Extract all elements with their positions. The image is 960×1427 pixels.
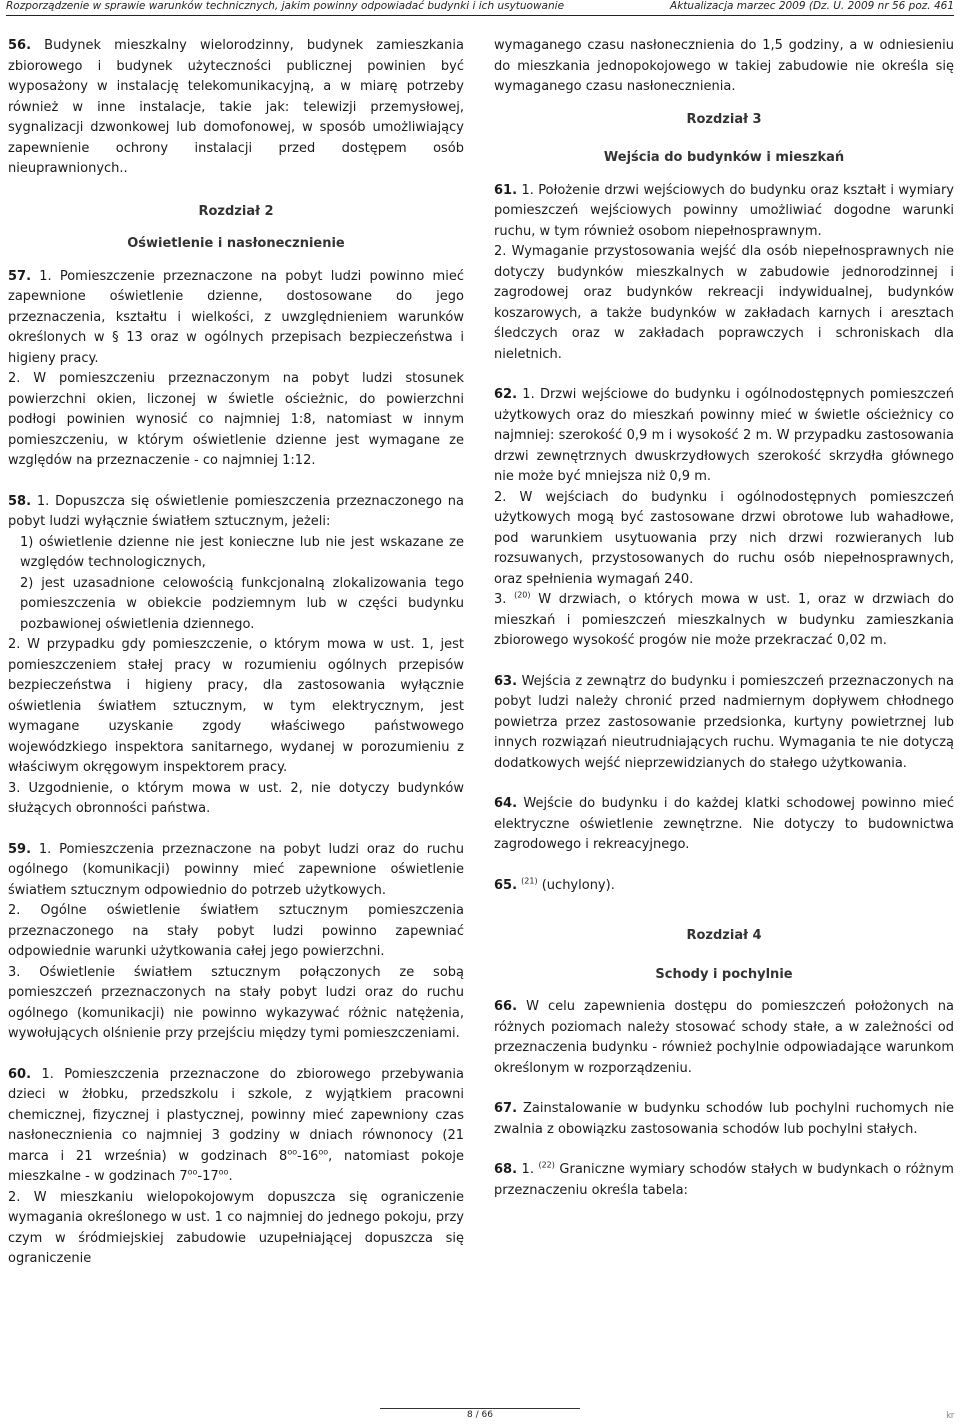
paragraph-57-1 [8,267,464,370]
paragraph-text: 1. Pomieszczenia przeznaczone na pobyt ludzi oraz do ruchu ogólnego (komunikacji) powinny mieć zapewnione oświetlenie światłem sztucznym odpowiednio do potrzeb użytkowych. [8,841,464,898]
paragraph-60-1 [8,1065,464,1188]
spacer [494,856,954,876]
paragraph-text: W celu zapewnienia dostępu do pomieszczeń położonych na różnych poziomach należy stosować schody stałe, a w zależności od przeznaczenia budynku - również pochylnie odpowiadające warunkom określonym w rozporządzeniu. [494,999,954,1076]
spacer [8,1045,464,1065]
superscript: oo [187,1167,198,1177]
paragraph-68 [494,1160,954,1201]
spacer [494,652,954,672]
paragraph-63 [494,672,954,775]
paragraph-number: 59. [8,841,32,857]
paragraph-67 [494,1099,954,1140]
paragraph-59-2: 2. Ogólne oświetlenie światłem sztucznym pomieszczenia przeznaczonego na stały pobyt ludzi powinno zapewniać odpowiednie warunki użytkowania całej jego powierzchni. [8,903,464,959]
paragraph-number: 61. [494,182,518,198]
header-update-info: Aktualizacja marzec 2009 (Dz. U. 2009 nr 56 poz. 461 [670,0,954,12]
paragraph-text: (uchylony). [541,877,615,893]
superscript: oo [287,1147,298,1157]
paragraph-58-2: 2. W przypadku gdy pomieszczenie, o którym mowa w ust. 1, jest pomieszczeniem stałej pracy w rozumieniu ogólnych przepisów bezpieczeństwa i higieny pracy, dla zastosowania wyłącznie oświetlenia światłem sztucznym, w tym elektrycznym, jest wymagane uzyskanie zgody właściwego państwowego wojewódzkiego inspektora sanitarnego, wydanej w porozumieniu z właściwym okręgowym inspektorem pracy. [8,637,464,775]
spacer [494,1140,954,1160]
superscript: oo [318,1147,329,1157]
paragraph-number: 68. [494,1162,518,1177]
paragraph-text: 1. [521,1162,534,1177]
paragraph-56 [8,36,464,180]
chapter-2-title: Oświetlenie i nasłonecznienie [127,236,345,251]
paragraph-text: 1. Pomieszczenie przeznaczone na pobyt ludzi powinno mieć zapewnione oświetlenie dzienne, dostosowane do jego przeznaczenia, kształtu i wielkości, z uwzględnieniem warunków określonych w § 13 oraz w ogólnych przepisach bezpieczeństwa i higieny pracy. [8,268,464,366]
page-number: 8 / 66 [467,1410,493,1420]
paragraph-number: 57. [8,268,32,284]
paragraph-number: 65. [494,877,518,893]
right-column [494,36,954,1201]
spacer [8,472,464,492]
paragraph-text: 1. Położenie drzwi wejściowych do budynku oraz kształt i wymiary pomieszczeń wejściowych powinny umożliwiać dogodne warunki ruchu, w tym również osobom niepełnosprawnym. [494,182,954,239]
spacer [494,774,954,794]
paragraph-text: , natomiast pokoje mieszkalne - w godzinach 7 [8,1148,464,1184]
paragraph-text: 1. Dopuszcza się oświetlenie pomieszczenia przeznaczonego na pobyt ludzi wyłącznie światłem sztucznym, jeżeli: [8,493,464,529]
chapter-4-title: Schody i pochylnie [655,966,793,982]
paragraph-text: 1. Drzwi wejściowe do budynku i ogólnodostępnych pomieszczeń użytkowych oraz do mieszkań powinny mieć w świetle ościeżnicy co najmniej: szerokość 0,9 m i wysokość 2 m. W przypadku zastosowania drzwi zewnętrznych dwuskrzydłowych szerokość skrzydła głównego nie może być mniejsza niż 0,9 m. [494,387,954,484]
paragraph-58-1-item-1: 1) oświetlenie dzienne nie jest konieczne lub nie jest wskazane ze względów technologicznych, [20,534,464,570]
chapter-4-number: Rozdział 4 [686,928,762,943]
paragraph-61-2: 2. Wymaganie przystosowania wejść dla osób niepełnosprawnych nie dotyczy budynków mieszkalnych w zabudowie jednorodzinnej i zagrodowej oraz budynków rekreacji indywidualnej, budynków koszarowych, a także budynków w zakładach karnych i aresztach śledczych oraz w zakładach poprawczych i schroniskach dla nieletnich. [494,244,954,362]
chapter-3-title: Wejścia do budynków i mieszkań [603,150,845,165]
paragraph-58-3: 3. Uzgodnienie, o którym mowa w ust. 2, nie dotyczy budynków służących obronności państwa. [8,780,464,816]
paragraph-text: Budynek mieszkalny wielorodzinny, budynek zamieszkania zbiorowego i budynek użyteczności publicznej powinien być wyposażony w instalację telekomunikacyjną, a w miarę potrzeby również w inne instalacje, takie jak: telewizji przemysłowej, sygnalizacji dzwonkowej lub domofonowej, w sposób umożliwiający zapewnienie ochrony instalacji przed dostępem osób nieuprawnionych.. [8,38,464,176]
paragraph-64 [494,794,954,856]
paragraph-59-1 [8,840,464,902]
chapter-3-number: Rozdział 3 [686,111,762,127]
paragraph-text: 1. Pomieszczenia przeznaczone do zbiorowego przebywania dzieci w żłobku, przedszkolu i szkole, z wyjątkiem pracowni chemicznej, fizycznej i plastycznej, powinny mieć zapewniony czas nasłonecznienia co najmniej 3 godziny w dniach równonocy (21 marca i 21 września) w godzinach 8 [8,1066,464,1164]
paragraph-text: . [228,1169,233,1184]
spacer [494,1079,954,1099]
paragraph-65 [494,876,954,897]
paragraph-number: 56. [8,38,32,53]
footnote-ref: (22) [538,1160,555,1170]
paragraph-60-2: 2. W mieszkaniu wielopokojowym dopuszcza się ograniczenie wymagania określonego w ust. 1 co najmniej do jednego pokoju, przy czym w śródmiejskiej zabudowie uzupełniającej dopuszcza się ograniczenie [8,1189,464,1266]
footnote-ref: (20) [514,590,531,600]
footer-divider [380,1408,580,1409]
superscript: oo [218,1167,229,1177]
header-title: Rozporządzenie w sprawie warunków technicznych, jakim powinny odpowiadać budynki i ich usytuowanie [6,0,565,12]
paragraph-number: 67. [494,1101,518,1116]
paragraph-66 [494,997,954,1079]
spacer [8,820,464,840]
paragraph-number: 64. [494,796,518,811]
paragraph-text: Wejścia z zewnątrz do budynku i pomieszczeń przeznaczonych na pobyt ludzi należy chronić przed nadmiernym dopływem chłodnego powietrza przez zastosowanie przedsionka, kurtyny powietrznej lub innych rozwiązań nieutrudniających ruchu. Wymagania te nie dotyczą dodatkowych wejść nieprzewidzianych do stałego użytkowania. [494,673,954,771]
page-header [6,0,954,16]
spacer [494,365,954,385]
paragraph-text: -16 [297,1148,319,1164]
paragraph-text: Wejście do budynku i do każdej klatki schodowej powinno mieć elektryczne oświetlenie zewnętrzne. Nie dotyczy to budownictwa zagrodowego i rekreacyjnego. [494,796,954,852]
footnote-ref: (21) [521,876,538,886]
paragraph-number: 62. [494,387,518,402]
paragraph-58-1-item-2: 2) jest uzasadnione celowością funkcjonalną zlokalizowania tego pomieszczenia w obiekcie podziemnym lub w części budynku pozbawionej oświetlenia dziennego. [20,575,464,632]
paragraph-62-1 [494,385,954,488]
paragraph-text: Zainstalowanie w budynku schodów lub pochylni ruchomych nie zwalnia z obowiązku zastosowania schodów lub pochylni stałych. [494,1101,955,1137]
paragraph-number: 58. [8,493,32,509]
left-column [8,36,464,1270]
paragraph-text: -17 [197,1169,219,1184]
paragraph-59-3: 3. Oświetlenie światłem sztucznym połączonych ze sobą pomieszczeń przeznaczonych na stały pobyt ludzi oraz do ruchu ogólnego (komunikacji) nie powinno wykazywać różnic natężenia, wywołujących olśnienie przy przejściu między tymi pomieszczeniami. [8,964,464,1041]
paragraph-number: 63. [494,673,518,689]
paragraph-60-2-continued: wymaganego czasu nasłonecznienia do 1,5 godziny, a w odniesieniu do mieszkania jednopokojowego w takiej zabudowie nie określa się wymaganego czasu nasłonecznienia. [494,38,954,94]
paragraph-62-2: 2. W wejściach do budynku i ogólnodostępnych pomieszczeń użytkowych mogą być zastosowane drzwi obrotowe lub wahadłowe, pod warunkiem usytuowania przy nich drzwi rozwieranych lub rozsuwanych, przystosowanych do ruchu osób niepełnosprawnych, oraz spełnienia wymagań 240. [494,489,954,587]
paragraph-text: W drzwiach, o których mowa w ust. 1, oraz w drzwiach do mieszkań i pomieszczeń mieszkalnych w budynku zamieszkania zbiorowego wysokość progów nie może przekraczać 0,02 m. [494,592,955,648]
paragraph-61-1 [494,181,954,243]
paragraph-text: Graniczne wymiary schodów stałych w budynkach o różnym przeznaczeniu określa tabela: [494,1162,954,1198]
chapter-2-number: Rozdział 2 [198,203,274,219]
paragraph-57-2: 2. W pomieszczeniu przeznaczonym na pobyt ludzi stosunek powierzchni okien, liczonej w świetle ościeżnic, do powierzchni podłogi powinien wynosić co najmniej 1:8, natomiast w innym pomieszczeniu, w którym oświetlenie dzienne jest wymagane ze względów na przeznaczenie - co najmniej 1:12. [8,371,464,468]
publisher-logo: kr [946,1411,954,1421]
paragraph-62-3 [494,590,954,652]
paragraph-number: 66. [494,999,518,1014]
paragraph-58-1 [8,492,464,533]
paragraph-text: 3. [494,592,507,607]
paragraph-number: 60. [8,1066,32,1082]
